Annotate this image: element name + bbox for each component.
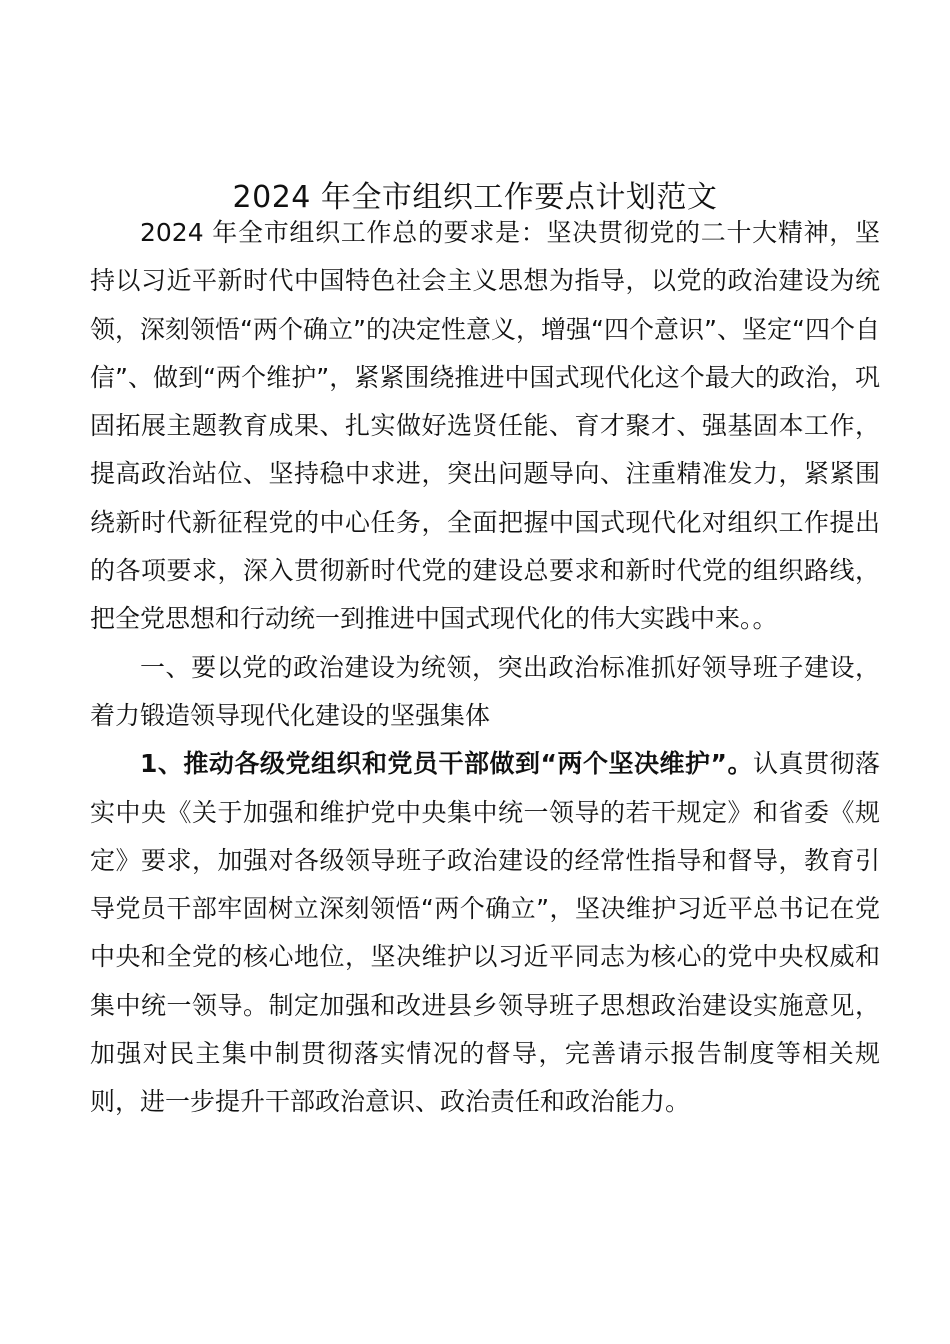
item-1-text: 认真贯彻落实中央《关于加强和维护党中央集中统一领导的若干规定》和省委《规定》要求，加强对各级领导班子政治建设的经常性指导和督导，教育引导党员干部牢固树立深刻领悟“两个确立”，坚决维护习近平总书记在党中央和全党的核心地位，坚决维护以习近平同志为核心的党中央权威和集中统一领导。制定加强和改进县乡领导班子思想政治建设实施意见，加强对民主集中制贯彻落实情况的督导，完善请示报告制度等相关规则，进一步提升干部政治意识、政治责任和政治能力。 <box>90 749 880 1117</box>
section-heading-1-text: 一、要以党的政治建设为统领，突出政治标准抓好领导班子建设，着力锻造领导现代化建设的坚强集体 <box>90 652 880 730</box>
document-body <box>90 209 880 1127</box>
intro-paragraph <box>90 209 880 644</box>
intro-paragraph-text: 2024 年全市组织工作总的要求是：坚决贯彻党的二十大精神，坚持以习近平新时代中国特色社会主义思想为指导，以党的政治建设为统领，深刻领悟“两个确立”的决定性意义，增强“四个意识”、坚定“四个自信”、做到“两个维护”，紧紧围绕推进中国式现代化这个最大的政治，巩固拓展主题教育成果、扎实做好选贤任能、育才聚才、强基固本工作，提高政治站位、坚持稳中求进，突出问题导向、注重精准发力，紧紧围绕新时代新征程党的中心任务，全面把握中国式现代化对组织工作提出的各项要求，深入贯彻新时代党的建设总要求和新时代党的组织路线，把全党思想和行动统一到推进中国式现代化的伟大实践中来。。 <box>90 218 880 634</box>
document-title: 2024 年全市组织工作要点计划范文 <box>232 180 718 215</box>
item-paragraph-1 <box>90 740 880 1126</box>
section-heading-1 <box>90 644 880 741</box>
item-1-bold-lead: 1、推动各级党组织和党员干部做到“两个坚决维护”。 <box>140 749 753 779</box>
